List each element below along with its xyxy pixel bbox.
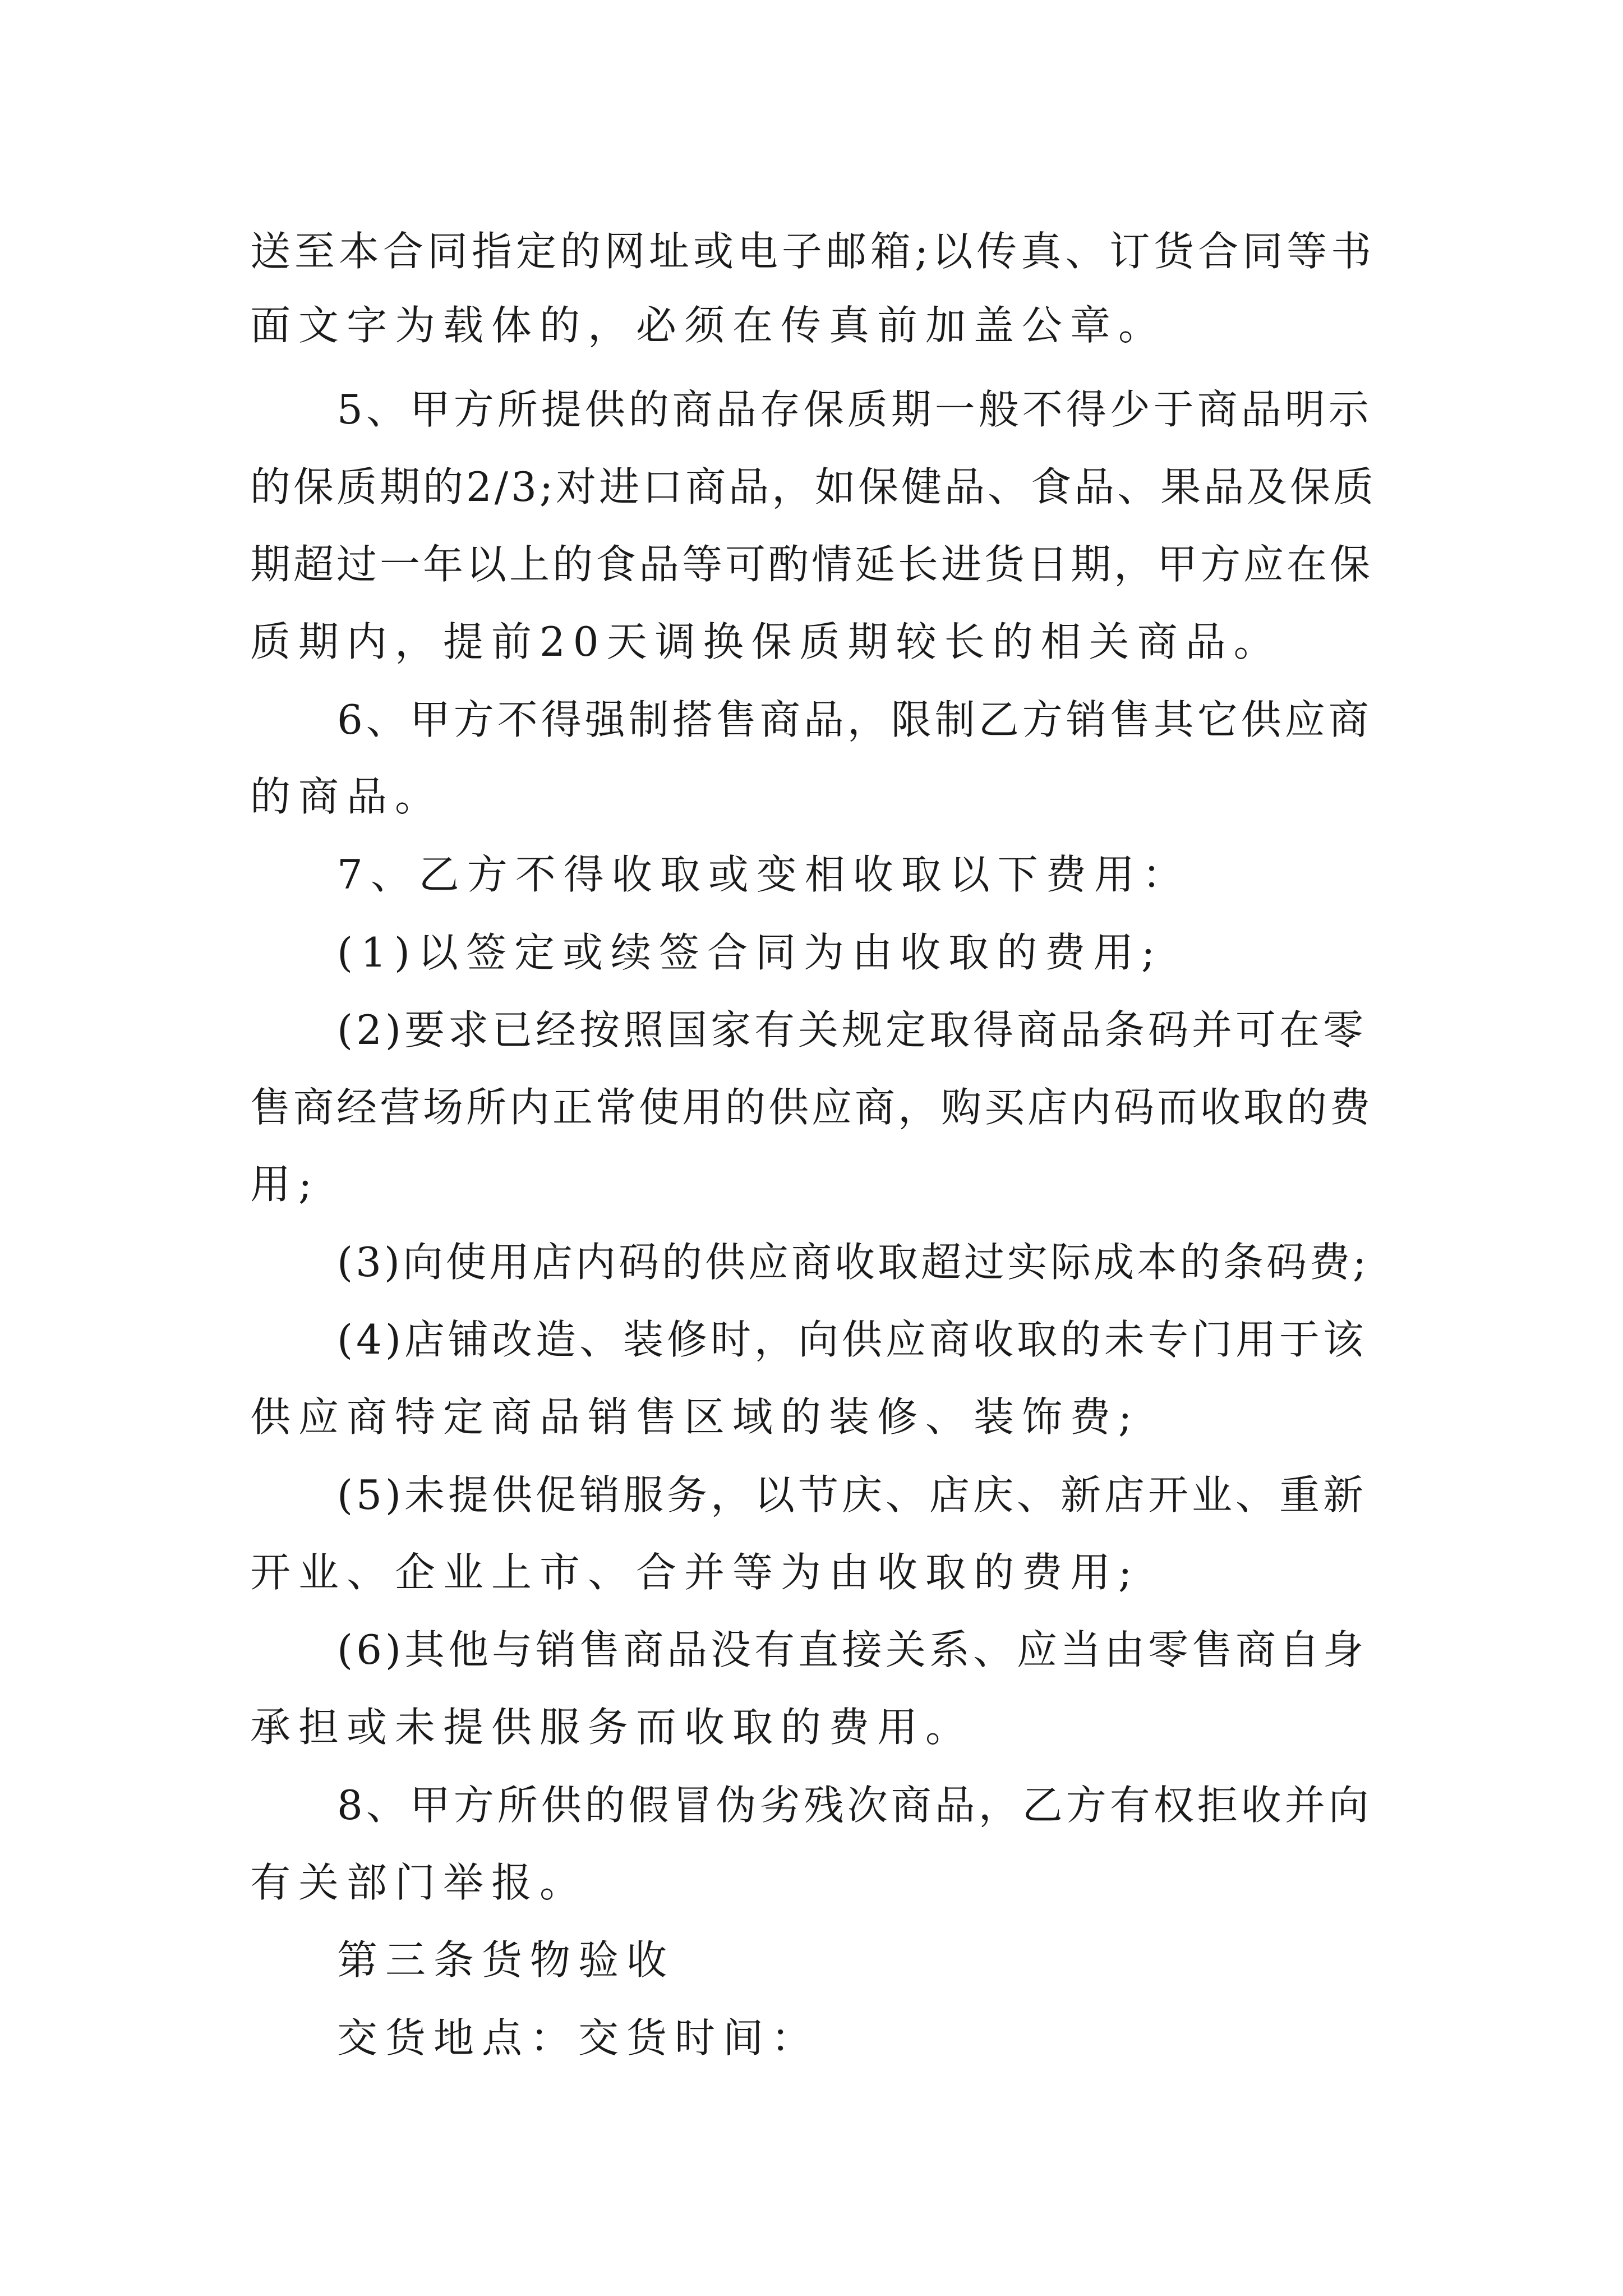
text-line: 质期内，提前20天调换保质期较长的相关商品。 (250, 618, 1282, 665)
text-line: 有关部门举报。 (250, 1859, 588, 1906)
item-5-line: (5)未提供促销服务，以节庆、店庆、新店开业、重新 (337, 1471, 1367, 1519)
delivery-info-line: 交货地点：交货时间： (337, 2014, 820, 2062)
paragraph-8-line: 8、甲方所供的假冒伪劣残次商品，乙方有权拒收并向 (337, 1782, 1372, 1829)
item-4-line: (4)店铺改造、装修时，向供应商收取的未专门用于该 (337, 1316, 1367, 1363)
paragraph-5-line: 5、甲方所提供的商品存保质期一般不得少于商品明示 (337, 386, 1372, 433)
item-1-line: (1)以签定或续签合同为由收取的费用; (337, 929, 1163, 976)
text-line: 供应商特定商品销售区域的装修、装饰费; (250, 1393, 1140, 1441)
paragraph-7-line: 7、乙方不得收取或变相收取以下费用： (337, 851, 1191, 898)
item-2-line: (2)要求已经按照国家有关规定取得商品条码并可在零 (337, 1006, 1367, 1053)
text-line: 期超过一年以上的食品等可酌情延长进货日期，甲方应在保 (250, 541, 1373, 588)
section-heading: 第三条货物验收 (337, 1936, 675, 1984)
text-line: 送至本合同指定的网址或电子邮箱;以传真、订货合同等书 (250, 228, 1376, 275)
text-line: 开业、企业上市、合并等为由收取的费用; (250, 1549, 1140, 1596)
item-6-line: (6)其他与销售商品没有直接关系、应当由零售商自身 (337, 1626, 1367, 1673)
text-line: 面文字为载体的，必须在传真前加盖公章。 (250, 302, 1167, 349)
text-line: 用; (250, 1161, 320, 1208)
text-line: 的商品。 (250, 773, 444, 820)
item-3-line: (3)向使用店内码的供应商收取超过实际成本的条码费; (337, 1239, 1370, 1286)
text-line: 的保质期的2/3;对进口商品，如保健品、食品、果品及保质 (250, 463, 1377, 510)
paragraph-6-line: 6、甲方不得强制搭售商品，限制乙方销售其它供应商 (337, 696, 1372, 743)
text-line: 售商经营场所内正常使用的供应商，购买店内码而收取的费 (250, 1084, 1373, 1131)
text-line: 承担或未提供服务而收取的费用。 (250, 1704, 974, 1751)
